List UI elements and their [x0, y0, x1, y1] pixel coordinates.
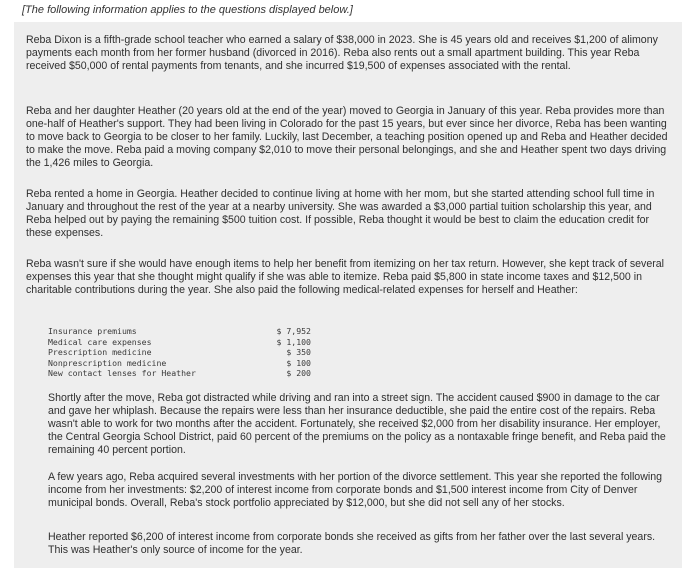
- paragraph-education: Reba rented a home in Georgia. Heather decided to continue living at home with her mom, but she started attending school full time in January and throughout the rest of the year at a nearby university. She was awarded a $3,000 partial tuition scholarship this year, and Reba helped out by paying the remaining $500 tuition cost. If possible, Reba thought it would be best to claim the education credit for these expenses.: [26, 188, 655, 239]
- table-row: [48, 358, 318, 369]
- expense-amount: $ 100: [286, 357, 311, 368]
- table-row: [48, 347, 318, 358]
- problem-panel: [14, 22, 682, 568]
- paragraph-itemizing: Reba wasn't sure if she would have enough items to help her benefit from itemizing on her tax return. However, she kept track of several expenses this year that she thought might qualify if she was able to itemize. Reba paid $5,800 in state income taxes and $12,500 in charitable contributions during the year. She also paid the following medical-related expenses for herself and Heather:: [26, 258, 664, 296]
- paragraph-investments: A few years ago, Reba acquired several investments with her portion of the divorce settlement. This year she reported the following income from her investments: $2,200 of interest income from corporate bonds and $1,500 interest income from City of Denver municipal bonds. Overall, Reba's stock portfolio appreciated by $12,000, but she did not sell any of her stocks.: [48, 471, 662, 509]
- expense-amount: $ 200: [286, 368, 311, 379]
- paragraph-accident: Shortly after the move, Reba got distracted while driving and ran into a street sign. The accident caused $900 in damage to the car and gave her whiplash. Because the repairs were less than her insurance deductible, she paid the entire cost of the repairs. Reba wasn't able to work for two months after the accident. Fortunately, she received $2,000 from her disability insurance. Her employer, the Central Georgia School District, paid 60 percent of the premiums on the policy as a nontaxable fringe benefit, and Reba paid the remaining 40 percent portion.: [48, 392, 666, 456]
- medical-expense-table: [48, 326, 318, 379]
- expense-amount: $ 7,952: [276, 326, 311, 336]
- paragraph-income: Reba Dixon is a fifth-grade school teacher who earned a salary of $38,000 in 2023. She is 45 years old and receives $1,200 of alimony payments each month from her former husband (divorced in 2016). Reba also rents out a small apartment building. This year Reba received $50,000 of rental payments from tenants, and she incurred $19,500 of expenses associated with the rental.: [26, 34, 658, 72]
- expense-amount: $ 350: [286, 347, 311, 358]
- expense-label: Nonprescription medicine: [48, 357, 167, 368]
- expense-amount: $ 1,100: [276, 336, 311, 347]
- expense-label: Prescription medicine: [48, 347, 152, 358]
- paragraph-move: Reba and her daughter Heather (20 years old at the end of the year) moved to Georgia in January of this year. Reba provides more than one-half of Heather's support. They had been living in Colorado for the past 15 years, but ever since her divorce, Reba has been wanting to move back to Georgia to be closer to her family. Luckily, last December, a teaching position opened up and Reba and Heather decided to make the move. Reba paid a moving company $2,010 to move their personal belongings, and she and Heather spent two days driving the 1,426 miles to Georgia.: [26, 105, 668, 169]
- table-row: [48, 368, 318, 379]
- table-row: [48, 326, 318, 337]
- expense-label: New contact lenses for Heather: [48, 368, 196, 379]
- paragraph-heather-income: Heather reported $6,200 of interest income from corporate bonds she received as gifts from her father over the last several years. This was Heather's only source of income for the year.: [48, 531, 656, 556]
- header-note: [The following information applies to the questions displayed below.]: [22, 4, 353, 16]
- expense-label: Insurance premiums: [48, 326, 137, 336]
- table-row: [48, 337, 318, 348]
- expense-label: Medical care expenses: [48, 336, 152, 347]
